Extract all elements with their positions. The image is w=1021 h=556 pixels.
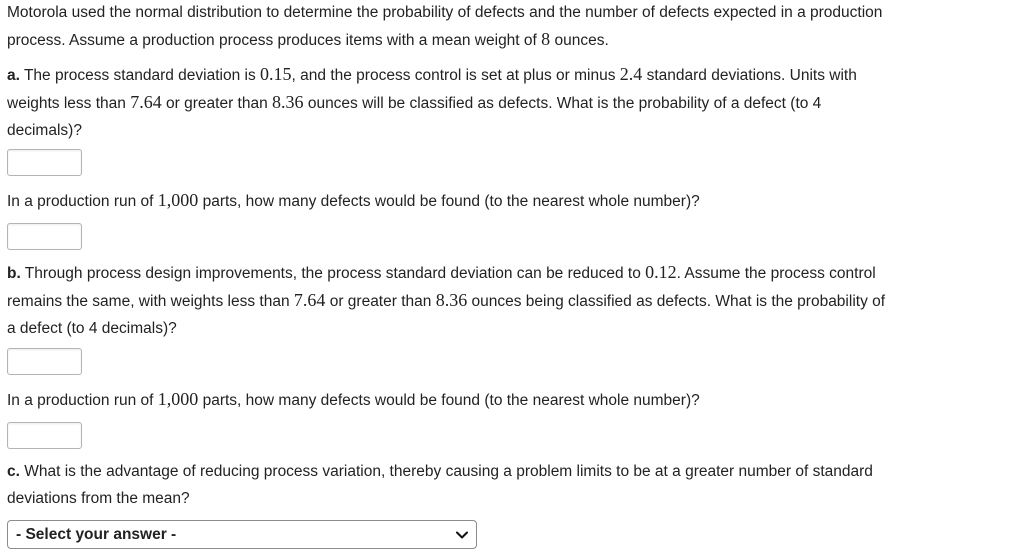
part-b-text-4: or greater than (325, 293, 436, 310)
intro-text (7, 0, 1015, 54)
intro-line-2b: ounces. (550, 32, 609, 49)
part-b-defects-input[interactable] (7, 422, 82, 449)
part-a-text-7: decimals)? (7, 122, 82, 139)
part-c-answer-select[interactable] (7, 520, 477, 549)
part-a-text-4: weights less than (7, 95, 131, 112)
part-a-probability-input[interactable] (7, 149, 82, 176)
part-a-text-2: , and the process control is set at plus or minus (291, 67, 620, 84)
part-c-text-2: deviations from the mean? (7, 490, 190, 507)
part-b-text-5: ounces being classified as defects. What is the probability of (467, 293, 886, 310)
chevron-down-icon (456, 531, 468, 539)
part-c-label: c. (7, 463, 20, 480)
part-a-question (7, 61, 1015, 144)
part-a-text-6: ounces will be classified as defects. What is the probability of a defect (to 4 (303, 95, 822, 112)
mean-value: 8 (541, 29, 551, 49)
part-a-q2-text-2: parts, how many defects would be found (to the nearest whole number)? (198, 193, 700, 210)
part-a-sd: 0.15 (260, 64, 292, 84)
part-b-run-size: 1,000 (157, 389, 199, 409)
part-b-text-1: Through process design improvements, the process standard deviation can be reduced to (20, 265, 646, 282)
part-a-high: 8.36 (272, 92, 304, 112)
part-b-defects-question (7, 386, 1015, 414)
part-b-text-2: . Assume the process control (676, 265, 876, 282)
part-b-q2-text-2: parts, how many defects would be found (to the nearest whole number)? (198, 392, 700, 409)
part-a-defects-input[interactable] (7, 223, 82, 250)
part-c-text-1: What is the advantage of reducing process variation, thereby causing a problem limits to be at a greater number of standard (19, 463, 873, 480)
part-b-text-6: a defect (to 4 decimals)? (7, 320, 177, 337)
part-b-text-3: remains the same, with weights less than (7, 293, 294, 310)
part-b-high: 8.36 (435, 290, 468, 310)
part-a-run-size: 1,000 (157, 190, 199, 210)
part-c-question (7, 458, 1015, 512)
select-value: - Select your answer - (16, 525, 177, 543)
part-a-low: 7.64 (130, 92, 162, 112)
part-b-q2-text-1: In a production run of (7, 392, 158, 409)
part-a-text-3: standard deviations. Units with (642, 67, 857, 84)
intro-line-1: Motorola used the normal distribution to determine the probability of defects and the number of defects expected in a production (7, 4, 883, 21)
part-a-z: 2.4 (619, 64, 643, 84)
part-b-low: 7.64 (293, 290, 326, 310)
part-b-sd: 0.12 (645, 262, 677, 282)
part-a-q2-text-1: In a production run of (7, 193, 158, 210)
part-b-label: b. (7, 265, 21, 282)
part-b-question (7, 259, 1015, 342)
intro-line-2a: process. Assume a production process produces items with a mean weight of (7, 32, 542, 49)
part-a-text-5: or greater than (161, 95, 273, 112)
part-a-text-1: The process standard deviation is (19, 67, 261, 84)
part-a-label: a. (7, 67, 20, 84)
part-b-probability-input[interactable] (7, 348, 82, 375)
part-a-defects-question (7, 187, 1015, 215)
